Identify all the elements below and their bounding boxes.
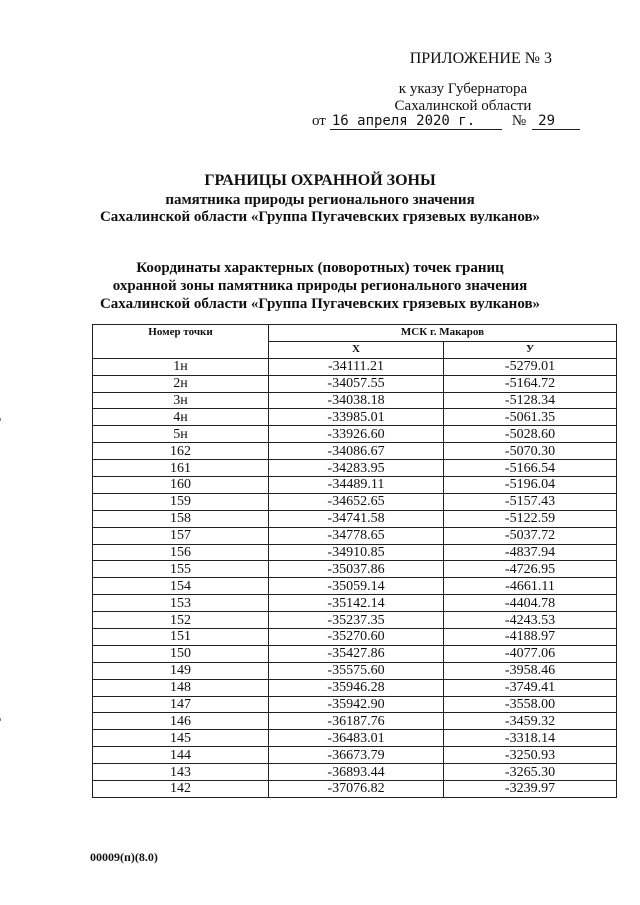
point-number-cell: 153 [93,595,269,612]
point-number-cell: 146 [93,713,269,730]
point-number-cell: 160 [93,477,269,494]
table-row [93,477,617,494]
x-cell: -36893.44 [269,764,444,781]
heading-line-3: Сахалинской области «Группа Пугачевских грязевых вулканов» [99,209,541,225]
x-cell: -35059.14 [269,578,444,595]
y-cell: -5037.72 [444,527,617,544]
table-body [93,358,617,797]
x-cell: -34910.85 [269,544,444,561]
x-cell: -34778.65 [269,527,444,544]
point-number-cell: 159 [93,493,269,510]
table-row [93,493,617,510]
table-row [93,595,617,612]
point-number-cell: 4н [93,409,269,426]
point-number-cell: 3н [93,392,269,409]
point-number-cell: 156 [93,544,269,561]
x-cell: -34038.18 [269,392,444,409]
table-row [93,392,617,409]
heading-line-2: памятника природы регионального значения [165,192,475,208]
table-row [93,781,617,798]
table-row [93,561,617,578]
x-cell: -35142.14 [269,595,444,612]
y-cell: -4661.11 [444,578,617,595]
y-cell: -5070.30 [444,443,617,460]
y-cell: -5061.35 [444,409,617,426]
appendix-title: ПРИЛОЖЕНИЕ № 3 [409,50,552,67]
number-label: № [511,113,527,129]
y-cell: -5164.72 [444,375,617,392]
point-number-cell: 162 [93,443,269,460]
x-cell: -35575.60 [269,662,444,679]
table-row [93,645,617,662]
date-field: 16 апреля 2020 г. [330,113,502,130]
table-row [93,358,617,375]
table-row [93,713,617,730]
y-cell: -3958.46 [444,662,617,679]
y-cell: -3265.30 [444,764,617,781]
table-row [93,764,617,781]
table-row [93,426,617,443]
table-row [93,730,617,747]
x-cell: -36673.79 [269,747,444,764]
x-cell: -35237.35 [269,612,444,629]
y-cell: -3250.93 [444,747,617,764]
table-row [93,443,617,460]
margin-mark [0,418,1,421]
header-y: У [444,341,617,358]
x-cell: -36483.01 [269,730,444,747]
y-cell: -3318.14 [444,730,617,747]
table-row [93,544,617,561]
point-number-cell: 149 [93,662,269,679]
point-number-cell: 2н [93,375,269,392]
table-row [93,662,617,679]
subheading-line-2: охранной зоны памятника природы регионального значения [112,278,528,294]
table-row [93,679,617,696]
x-cell: -34111.21 [269,358,444,375]
x-cell: -35946.28 [269,679,444,696]
x-cell: -35270.60 [269,629,444,646]
point-number-cell: 158 [93,510,269,527]
point-number-cell: 148 [93,679,269,696]
y-cell: -4837.94 [444,544,617,561]
header-point-number: Номер точки [93,325,269,359]
point-number-cell: 157 [93,527,269,544]
point-number-cell: 147 [93,696,269,713]
y-cell: -4243.53 [444,612,617,629]
footer-code: 00009(п)(8.0) [90,850,158,864]
subheading-line-1: Координаты характерных (поворотных) точек границ [136,260,504,276]
point-number-cell: 155 [93,561,269,578]
point-number-cell: 161 [93,460,269,477]
x-cell: -35942.90 [269,696,444,713]
y-cell: -5196.04 [444,477,617,494]
y-cell: -5166.54 [444,460,617,477]
point-number-cell: 152 [93,612,269,629]
table-row [93,747,617,764]
x-cell: -33985.01 [269,409,444,426]
date-prefix: от [312,113,326,129]
table-row [93,527,617,544]
table-row [93,612,617,629]
point-number-cell: 151 [93,629,269,646]
y-cell: -4404.78 [444,595,617,612]
table-row [93,375,617,392]
table-row [93,460,617,477]
point-number-cell: 143 [93,764,269,781]
subheading-line-3: Сахалинской области «Группа Пугачевских грязевых вулканов» [99,296,541,312]
header-coordinate-system: МСК г. Макаров [269,325,617,342]
point-number-cell: 154 [93,578,269,595]
y-cell: -3558.00 [444,696,617,713]
table-row [93,409,617,426]
y-cell: -4077.06 [444,645,617,662]
x-cell: -37076.82 [269,781,444,798]
margin-mark [0,718,1,721]
y-cell: -5128.34 [444,392,617,409]
x-cell: -33926.60 [269,426,444,443]
point-number-cell: 145 [93,730,269,747]
x-cell: -35037.86 [269,561,444,578]
y-cell: -3239.97 [444,781,617,798]
y-cell: -5279.01 [444,358,617,375]
x-cell: -34489.11 [269,477,444,494]
point-number-cell: 144 [93,747,269,764]
point-number-cell: 1н [93,358,269,375]
y-cell: -4726.95 [444,561,617,578]
table-row [93,629,617,646]
x-cell: -34652.65 [269,493,444,510]
coordinates-table [92,324,617,798]
table-row [93,696,617,713]
y-cell: -5122.59 [444,510,617,527]
appendix-line-decree: к указу Губернатора [398,81,528,97]
x-cell: -34086.67 [269,443,444,460]
x-cell: -36187.76 [269,713,444,730]
x-cell: -35427.86 [269,645,444,662]
appendix-line-region: Сахалинской области [394,98,532,114]
table-row [93,578,617,595]
order-line [312,113,580,130]
x-cell: -34741.58 [269,510,444,527]
point-number-cell: 142 [93,781,269,798]
point-number-cell: 5н [93,426,269,443]
number-field: 29 [532,113,580,130]
x-cell: -34057.55 [269,375,444,392]
y-cell: -5028.60 [444,426,617,443]
point-number-cell: 150 [93,645,269,662]
x-cell: -34283.95 [269,460,444,477]
header-x: X [269,341,444,358]
y-cell: -4188.97 [444,629,617,646]
table-row [93,510,617,527]
y-cell: -3749.41 [444,679,617,696]
y-cell: -3459.32 [444,713,617,730]
y-cell: -5157.43 [444,493,617,510]
heading-title: ГРАНИЦЫ ОХРАННОЙ ЗОНЫ [204,172,436,189]
